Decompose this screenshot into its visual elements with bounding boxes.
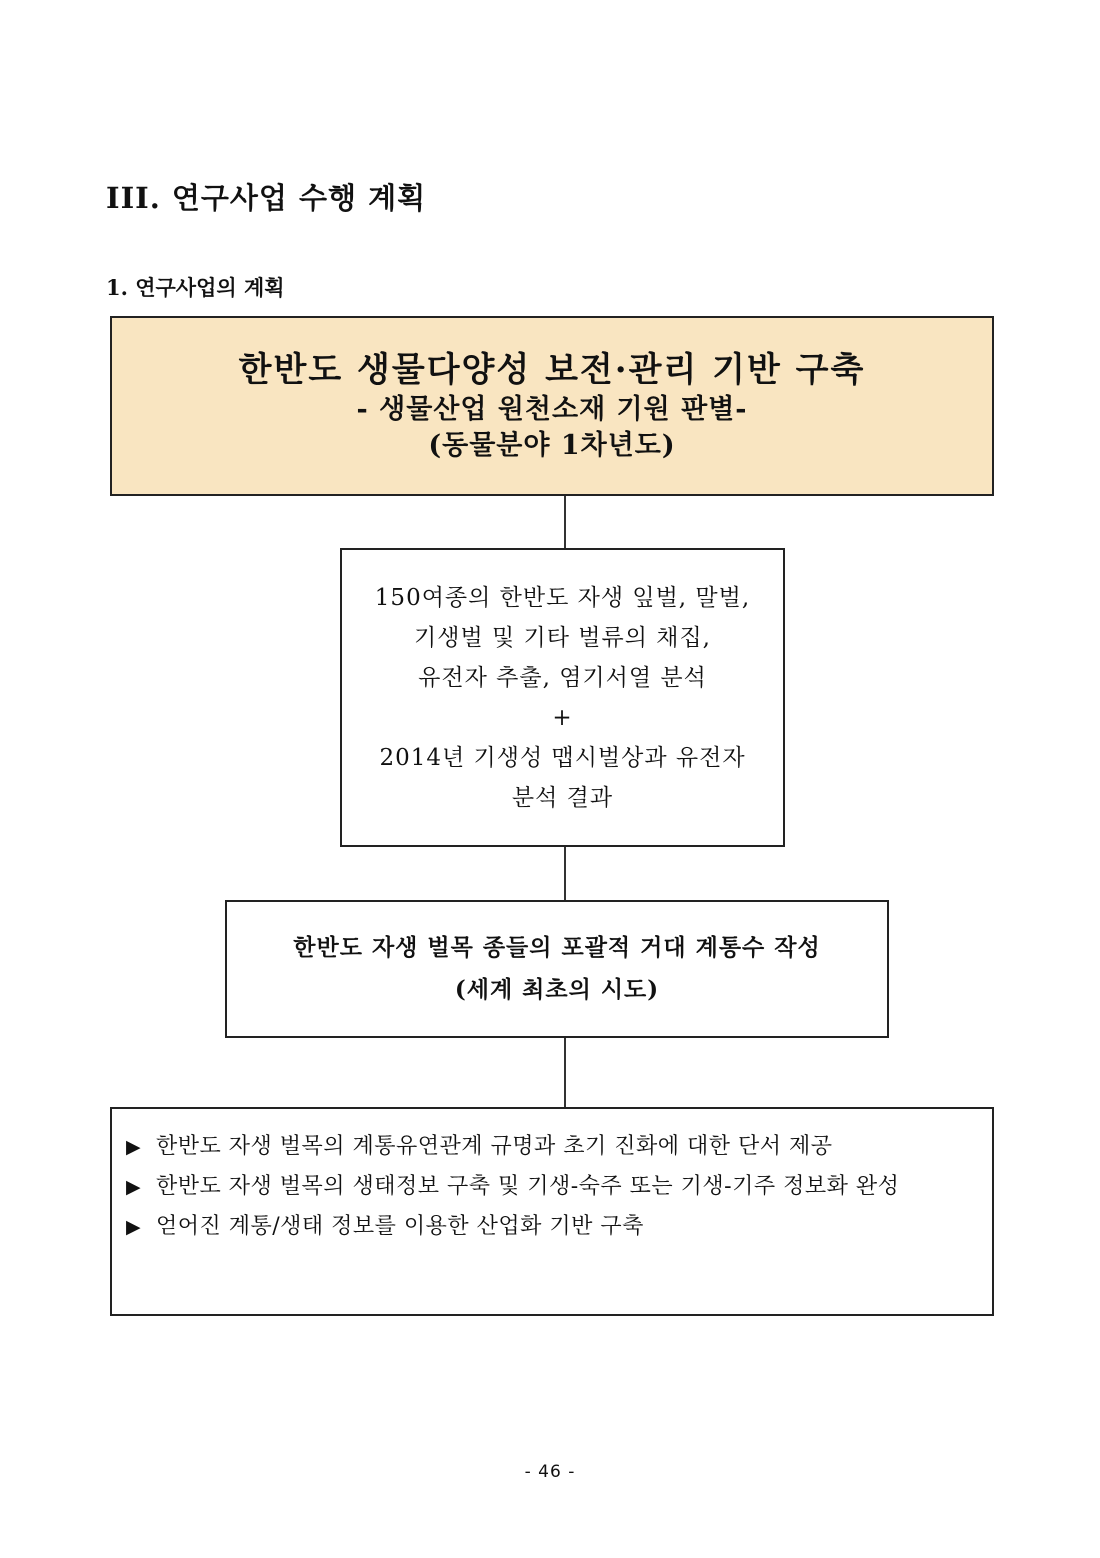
method-line: 2014년 기생성 맵시벌상과 유전자 [379,744,746,771]
project-year: (동물분야 1차년도) [428,430,676,461]
sub-title: 1. 연구사업의 계획 [106,275,285,300]
goal-note: (세계 최초의 시도) [454,976,660,1003]
project-title-box [110,316,994,496]
method-line: 유전자 추출, 염기서열 분석 [418,664,707,691]
flow-connector-3 [564,1038,566,1107]
effect-text: 한반도 자생 벌목의 계통유연관계 규명과 초기 진화에 대한 단서 제공 [156,1134,833,1159]
effect-text: 얻어진 계통/생태 정보를 이용한 산업화 기반 구축 [156,1214,644,1239]
method-line: 분석 결과 [511,784,614,811]
flow-connector-2 [564,847,566,900]
method-line: 150여종의 한반도 자생 잎벌, 말벌, [374,584,751,611]
goal-title: 한반도 자생 벌목 종들의 포괄적 거대 계통수 작성 [293,934,821,961]
plus-sign: + [552,704,573,731]
method-line: 기생벌 및 기타 벌류의 채집, [414,624,711,651]
triangle-bullet-icon: ▶ [126,1136,141,1158]
effect-text: 한반도 자생 벌목의 생태정보 구축 및 기생-숙주 또는 기생-기주 정보화 완성 [156,1174,900,1199]
effect-item [126,1127,980,1167]
page-number: - 46 - [524,1462,576,1482]
method-box [340,548,785,847]
triangle-bullet-icon: ▶ [126,1216,141,1238]
effect-item [126,1207,980,1247]
expected-effects-box [110,1107,994,1316]
goal-box [225,900,889,1038]
effect-item [126,1167,980,1207]
flow-connector-1 [564,496,566,548]
triangle-bullet-icon: ▶ [126,1176,141,1198]
project-subtitle: - 생물산업 원천소재 기원 판별- [356,394,748,425]
project-title: 한반도 생물다양성 보전·관리 기반 구축 [238,350,866,390]
section-title: III. 연구사업 수행 계획 [106,181,427,215]
